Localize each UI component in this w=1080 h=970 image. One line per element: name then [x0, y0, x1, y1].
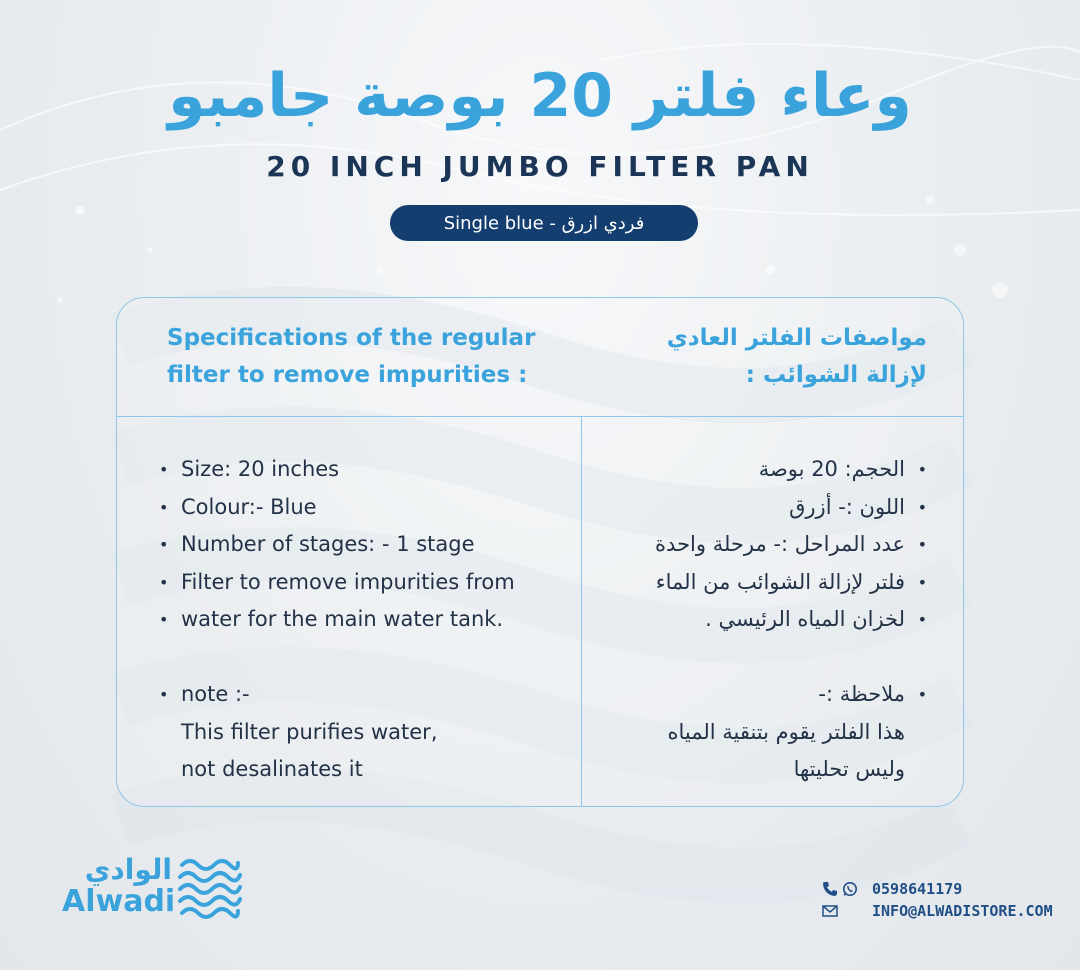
email-link[interactable]: INFO@ALWADISTORE.COM: [872, 902, 1053, 920]
specifications-card: [116, 297, 964, 807]
list-item-text: Size: 20 inches: [181, 457, 340, 481]
bullet-icon: •: [159, 572, 169, 592]
contact-info: [822, 878, 1053, 922]
phone-icon: [822, 881, 838, 897]
horizontal-divider: [117, 416, 963, 417]
list-item-text: فلتر لإزالة الشوائب من الماء: [655, 569, 905, 594]
list-item-text: Filter to remove impurities from: [181, 569, 515, 594]
phone-row: [822, 878, 1053, 900]
logo-text-arabic: الوادي: [84, 853, 172, 886]
heading-english-line: filter to remove impurities :: [167, 362, 528, 388]
waves-icon: [176, 855, 244, 919]
heading-arabic-line: مواصفات الفلتر العادي: [666, 325, 927, 351]
whatsapp-icon: [842, 881, 858, 897]
bullet-icon: •: [159, 685, 169, 704]
logo-text-english: Alwadi: [62, 884, 176, 919]
bullet-icon: •: [917, 460, 927, 479]
page-title-english: 20 INCH JUMBO FILTER PAN: [266, 150, 814, 183]
email-row: [822, 900, 1053, 922]
list-item: [567, 601, 927, 639]
bullet-icon: •: [159, 497, 169, 517]
brand-logo: [62, 853, 252, 923]
list-item: [159, 489, 569, 527]
phone-link[interactable]: 0598641179: [872, 880, 963, 898]
heading-english-line: Specifications of the regular: [167, 325, 536, 351]
bullet-icon: •: [917, 497, 927, 517]
note-item: [159, 676, 569, 789]
list-item: [567, 564, 927, 602]
list-item-text: لخزان المياه الرئيسي .: [705, 607, 905, 631]
note-text: not desalinates it: [181, 757, 363, 781]
note-text: وليس تحليتها: [793, 757, 905, 781]
heading-arabic: [567, 320, 927, 394]
list-item: [567, 526, 927, 564]
list-item: [159, 451, 569, 489]
bullet-icon: •: [917, 685, 927, 704]
heading-english: [167, 320, 567, 394]
list-item-text: اللون :- أزرق: [789, 494, 905, 519]
bullet-icon: •: [159, 460, 169, 479]
note-item: [567, 676, 927, 789]
list-item: [159, 601, 569, 639]
list-item-text: water for the main water tank.: [181, 607, 504, 631]
note-label: ملاحظة :-: [818, 682, 905, 706]
bullet-icon: •: [917, 572, 927, 592]
list-item-text: Colour:- Blue: [181, 494, 317, 519]
list-spacer: [567, 639, 927, 677]
list-item: [567, 489, 927, 527]
spec-list-english: [159, 451, 569, 789]
bullet-icon: •: [917, 610, 927, 629]
note-label: note :-: [181, 682, 250, 706]
note-text: هذا الفلتر يقوم بتنقية المياه: [667, 719, 905, 744]
variant-badge: Single blue - فردي ازرق: [390, 205, 698, 241]
list-item: [567, 451, 927, 489]
note-text: This filter purifies water,: [181, 719, 438, 744]
bullet-icon: •: [917, 535, 927, 554]
mail-icon: [822, 905, 838, 917]
bullet-icon: •: [159, 535, 169, 554]
list-item-text: عدد المراحل :- مرحلة واحدة: [655, 532, 905, 556]
list-spacer: [159, 639, 569, 677]
bullet-icon: •: [159, 610, 169, 629]
list-item-text: الحجم: 20 بوصة: [758, 457, 905, 481]
list-item: [159, 564, 569, 602]
page-title-arabic: وعاء فلتر 20 بوصة جامبو: [168, 61, 912, 131]
heading-arabic-line: لإزالة الشوائب :: [745, 362, 927, 388]
list-item: [159, 526, 569, 564]
spec-list-arabic: [567, 451, 927, 789]
list-item-text: Number of stages: - 1 stage: [181, 532, 475, 556]
